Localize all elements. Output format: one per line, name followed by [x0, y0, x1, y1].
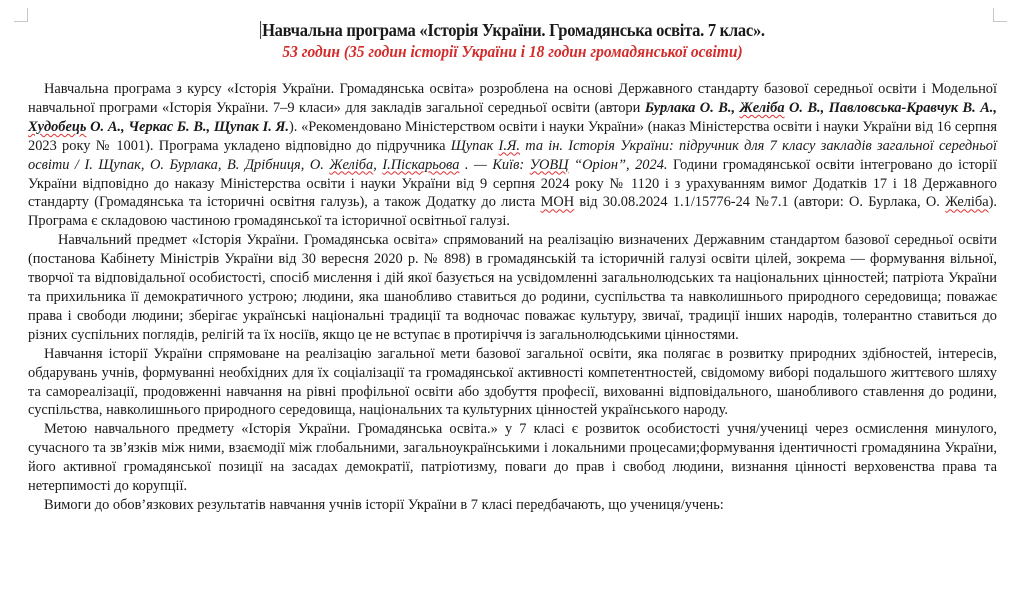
paragraph-requirements: Вимоги до обов’язкових результатів навчання учнів історії України в 7 класі передбачають, що учениця/учень:: [44, 496, 724, 513]
paragraph-subject-goals: Навчальний предмет «Історія України. Громадянська освіта» спрямований на реалізацію визначених Державним стандартом базової середньої освіти (постанова Кабінету Міністрів України від 30 вересня 2020 р. № 898) в громадянській та історичній галузі освіти цілей, зокрема — формування вільної, творчої та відповідальної особистості, спосіб мислення і дій якої базується на усвідомленні загальнолюдських та національних цінностей; патріота України та прихильника її демократичного устрою; людини, яка шанобливо ставиться до родини, суспільства та навколишнього природного середовища; поважає права і свободи людини; зберігає українські національні традиції та водночас поважає культуру, звичаї, традиції інших народів, толерантно ставиться до різних суспільних поглядів, релігій та їх носіїв, якщо це не вступає в протиріччя із загальнолюдськими цінностями.: [28, 232, 997, 343]
spellcheck-word: Желіба: [739, 99, 785, 116]
authors-list: Бурлака О. В., Желіба О. В., Павловська-Кравчук В. А., Худобець О. А., Черкас Б. В., Щупак І. Я.: [28, 99, 997, 135]
page-margin-corner-top-left: [14, 8, 28, 22]
spellcheck-word: І.Я.: [498, 137, 520, 154]
document-subtitle: 53 годин (35 годин історії України і 18 годин громадянської освіти): [282, 42, 743, 61]
spellcheck-word: І.Піскарьова: [382, 156, 460, 173]
document-body: [28, 80, 997, 515]
spellcheck-word: МОН: [540, 194, 575, 211]
document-title: [57, 18, 968, 42]
text-cursor: [260, 21, 261, 39]
textbook-citation: Щупак І.Я. та ін. Історія України: підручник для 7 класу закладів загальної середньої освіти / І. Щупак, О. Бурлака, В. Дрібниця, О. Желіба, І.Піскарьова . — Київ: УОВЦ “Оріон”, 2024.: [28, 137, 997, 173]
paragraph-course-purpose: Метою навчального предмету «Історія України. Громадянська освіта.» у 7 класі є розвиток особистості учня/учениці через осмислення минулого, сучасного та зв’язків між ними, взаємодії між глобальними, загальноукраїнськими і локальними процесами;формування ідентичності громадянина України, його активної громадянської позиції на засадах демократії, патріотизму, поваги до прав і свобод людини, визнання цінності верховенства права та нетерпимості до корупції.: [28, 421, 997, 495]
document-page[interactable]: [28, 18, 997, 515]
paragraph-intro: Навчальна програма з курсу «Історія України. Громадянська освіта» розроблена на основі Державного стандарту базової середньої освіти і Модельної навчальної програми «Історія України. 7–9 класи» для закладів загальної середньої освіти (автори Бурлака О. В., Желіба О. В., Павловська-Кравчук В. А., Худобець О. А., Черкас Б. В., Щупак І. Я.). «Рекомендовано Міністерством освіти і науки України» (наказ Міністерства освіти і науки України від 16 серпня 2023 року № 1001). Програма укладено відповідно до підручника Щупак І.Я. та ін. Історія України: підручник для 7 класу закладів загальної середньої освіти / І. Щупак, О. Бурлака, В. Дрібниця, О. Желіба, І.Піскарьова . — Київ: УОВЦ “Оріон”, 2024. Години громадянської освіти інтегровано до історії України відповідно до наказу Міністерства освіти і науки України від 9 серпня 2024 року № 1120 і з урахуванням вимог Додатків 17 і 18 Державного стандарту (Громадянська та історичні освітня галузь), а також Додатку до листа МОН від 30.08.2024 1.1/15776-24 №7.1 (автори: О. Бурлака, О. Желіба). Програма є складовою частиною громадянської та історичної освітньої галузі.: [28, 81, 997, 230]
paragraph-history-aims: Навчання історії України спрямоване на реалізацію загальної мети базової загальної освіти, яка полягає в розвитку природних здібностей, інтересів, обдарувань учнів, формуванні необхідних для їх соціалізації та громадянської активності компетентностей, свідомому виборі подальшого життєвого шляху та самореалізації, продовженні навчання на рівні профільної освіти або здобуття професії, вихованні відповідального, шанобливого ставлення до родини, суспільства, навколишнього природного середовища, національних та культурних цінностей українського народу.: [28, 345, 997, 419]
spellcheck-word: УОВЦ: [529, 156, 569, 173]
spellcheck-word: Худобець: [28, 118, 87, 135]
document-title-text: Навчальна програма «Історія України. Громадянська освіта. 7 клас».: [262, 20, 765, 40]
spellcheck-word: Желіба: [329, 156, 374, 173]
spellcheck-word: Желіба: [945, 194, 989, 211]
